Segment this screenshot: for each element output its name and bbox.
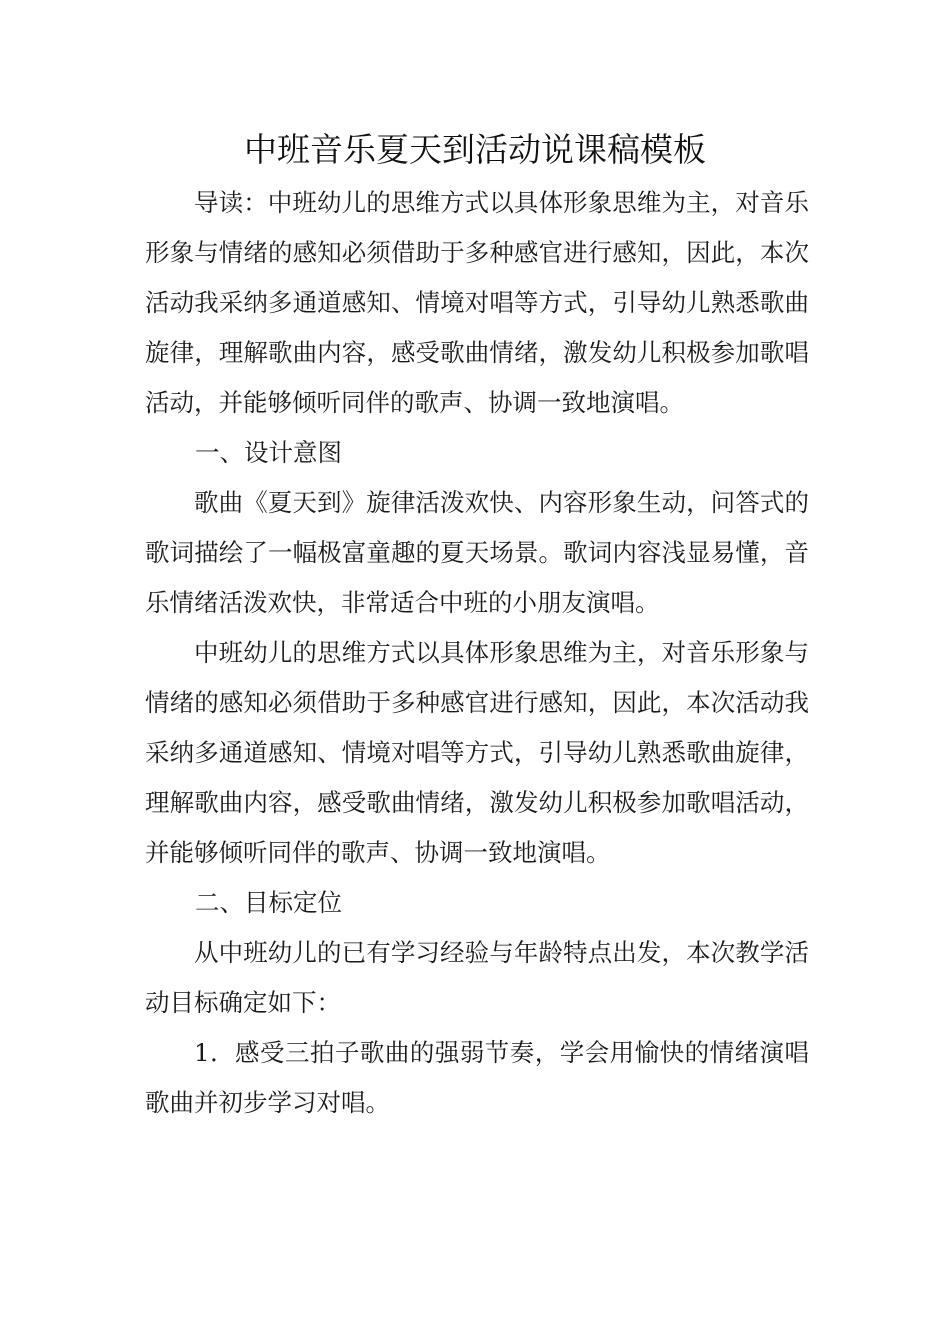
document-title: 中班音乐夏天到活动说课稿模板 xyxy=(244,130,706,169)
intro-paragraph: 导读：中班幼儿的思维方式以具体形象思维为主，对音乐形象与情绪的感知必须借助于多种感官进行感知，因此，本次活动我采纳多通道感知、情境对唱等方式，引导幼儿熟悉歌曲旋律，理解歌曲内容，感受歌曲情绪，激发幼儿积极参加歌唱活动，并能够倾听同伴的歌声、协调一致地演唱。 xyxy=(145,188,809,417)
goals-paragraph: 从中班幼儿的已有学习经验与年龄特点出发，本次教学活动目标确定如下： xyxy=(145,938,809,1017)
goal-item-1: 1．感受三拍子歌曲的强弱节奏，学会用愉快的情绪演唱歌曲并初步学习对唱。 xyxy=(145,1038,809,1117)
section-heading-goals: 二、目标定位 xyxy=(195,888,342,917)
section-heading-design-intent: 一、设计意图 xyxy=(195,438,342,467)
document-body xyxy=(145,178,809,1128)
design-paragraph-2: 中班幼儿的思维方式以具体形象思维为主，对音乐形象与情绪的感知必须借助于多种感官进行感知，因此，本次活动我采纳多通道感知、情境对唱等方式，引导幼儿熟悉歌曲旋律，理解歌曲内容，感受歌曲情绪，激发幼儿积极参加歌唱活动，并能够倾听同伴的歌声、协调一致地演唱。 xyxy=(145,638,809,867)
design-paragraph-1: 歌曲《夏天到》旋律活泼欢快、内容形象生动，问答式的歌词描绘了一幅极富童趣的夏天场景。歌词内容浅显易懂，音乐情绪活泼欢快，非常适合中班的小朋友演唱。 xyxy=(145,488,809,617)
